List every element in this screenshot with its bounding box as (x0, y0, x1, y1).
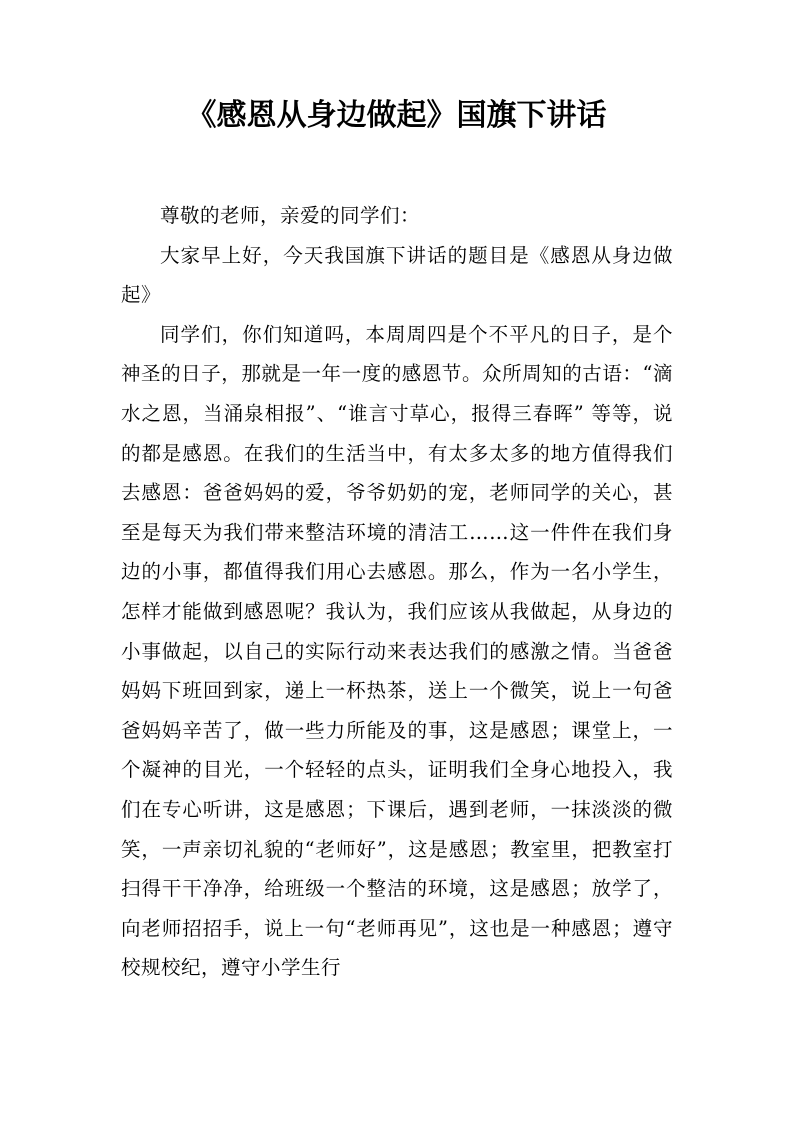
paragraph-main: 同学们，你们知道吗，本周周四是个不平凡的日子，是个神圣的日子，那就是一年一度的感恩节。众所周知的古语：“滴水之恩，当涌泉相报”、“谁言寸草心，报得三春晖” 等等，说的都是感恩。在我们的生活当中，有太多太多的地方值得我们去感恩：爸爸妈妈的爱，爷爷奶奶的宠，老师同学的关心，甚至是每天为我们带来整洁环境的清洁工……这一件件在我们身边的小事，都值得我们用心去感恩。那么，作为一名小学生，怎样才能做到感恩呢？我认为，我们应该从我做起，从身边的小事做起，以自己的实际行动来表达我们的感激之情。当爸爸妈妈下班回到家，递上一杯热茶，送上一个微笑，说上一句爸爸妈妈辛苦了，做一些力所能及的事，这是感恩；课堂上，一个凝神的目光，一个轻轻的点头，证明我们全身心地投入，我们在专心听讲，这是感恩；下课后，遇到老师，一抹淡淡的微笑，一声亲切礼貌的“老师好”，这是感恩；教室里，把教室打扫得干干净净，给班级一个整洁的环境，这是感恩；放学了，向老师招招手，说上一句“老师再见”，这也是一种感恩；遵守校规校纪，遵守小学生行 (121, 322, 673, 980)
paragraph-greeting: 尊敬的老师，亲爱的同学们： (160, 204, 421, 227)
document-body (121, 196, 673, 988)
paragraph-intro: 大家早上好，今天我国旗下讲话的题目是《感恩从身边做起》 (121, 243, 673, 307)
document-title: 《感恩从身边做起》国旗下讲话 (186, 98, 607, 133)
